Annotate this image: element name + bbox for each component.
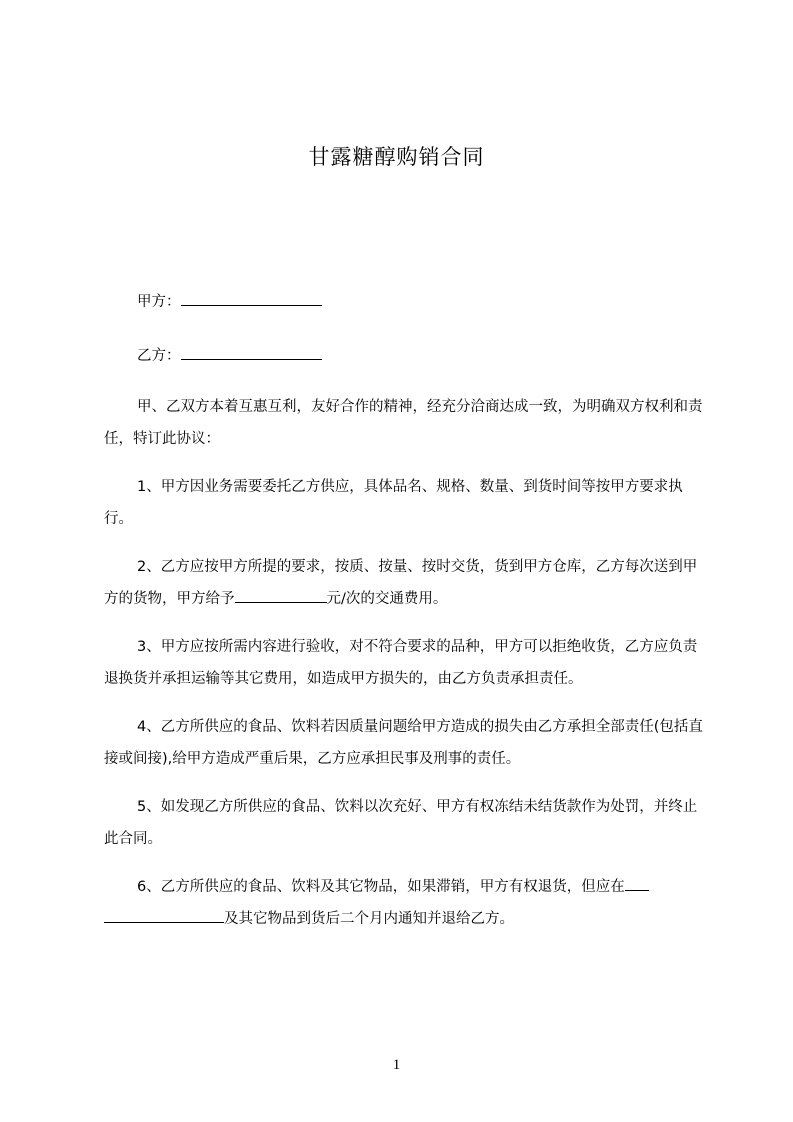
party-a-line [137, 291, 322, 312]
clause-6-blank-end [625, 876, 649, 891]
page-number: 1 [392, 1057, 401, 1073]
clause-5: 5、如发现乙方所供应的食品、饮料以次充好、甲方有权冻结未结货款作为处罚，并终止此合同。 [104, 799, 698, 847]
clause-1: 1、甲方因业务需要委托乙方供应，具体品名、规格、数量、到货时间等按甲方要求执行。 [104, 479, 683, 527]
clause-2-blank [235, 588, 327, 603]
clause-2 [104, 551, 710, 615]
party-a-blank [181, 291, 322, 306]
party-b-blank [181, 345, 322, 360]
party-a-label: 甲方： [137, 294, 181, 310]
clause-2-text-after: 元/次的交通费用。 [326, 591, 448, 607]
intro-paragraph: 甲、乙双方本着互惠互利，友好合作的精神，经充分洽商达成一致，为明确双方权利和责任，特订此协议： [104, 399, 703, 447]
party-b-label: 乙方： [137, 348, 181, 364]
clause-2-text-before: 2、乙方应按甲方所提的要求，按质、按量、按时交货，货到甲方仓库，乙方每次送到甲方的货物，甲方给予 [104, 559, 698, 607]
clause-3: 3、甲方应按所需内容进行验收，对不符合要求的品种，甲方可以拒绝收货，乙方应负责退换货并承担运输等其它费用，如造成甲方损失的，由乙方负责承担责任。 [104, 639, 698, 687]
clause-6-text-after: 及其它物品到货后二个月内通知并退给乙方。 [224, 911, 514, 927]
party-b-line [137, 345, 322, 366]
clause-4: 4、乙方所供应的食品、饮料若因质量问题给甲方造成的损失由乙方承担全部责任(包括直接或间接),给甲方造成严重后果，乙方应承担民事及刑事的责任。 [104, 719, 703, 767]
document-title: 甘露糖醇购销合同 [308, 145, 485, 169]
clause-6-blank-start [104, 908, 224, 923]
clause-6 [104, 871, 710, 935]
clause-6-text-before: 6、乙方所供应的食品、饮料及其它物品，如果滞销，甲方有权退货，但应在 [137, 879, 625, 895]
